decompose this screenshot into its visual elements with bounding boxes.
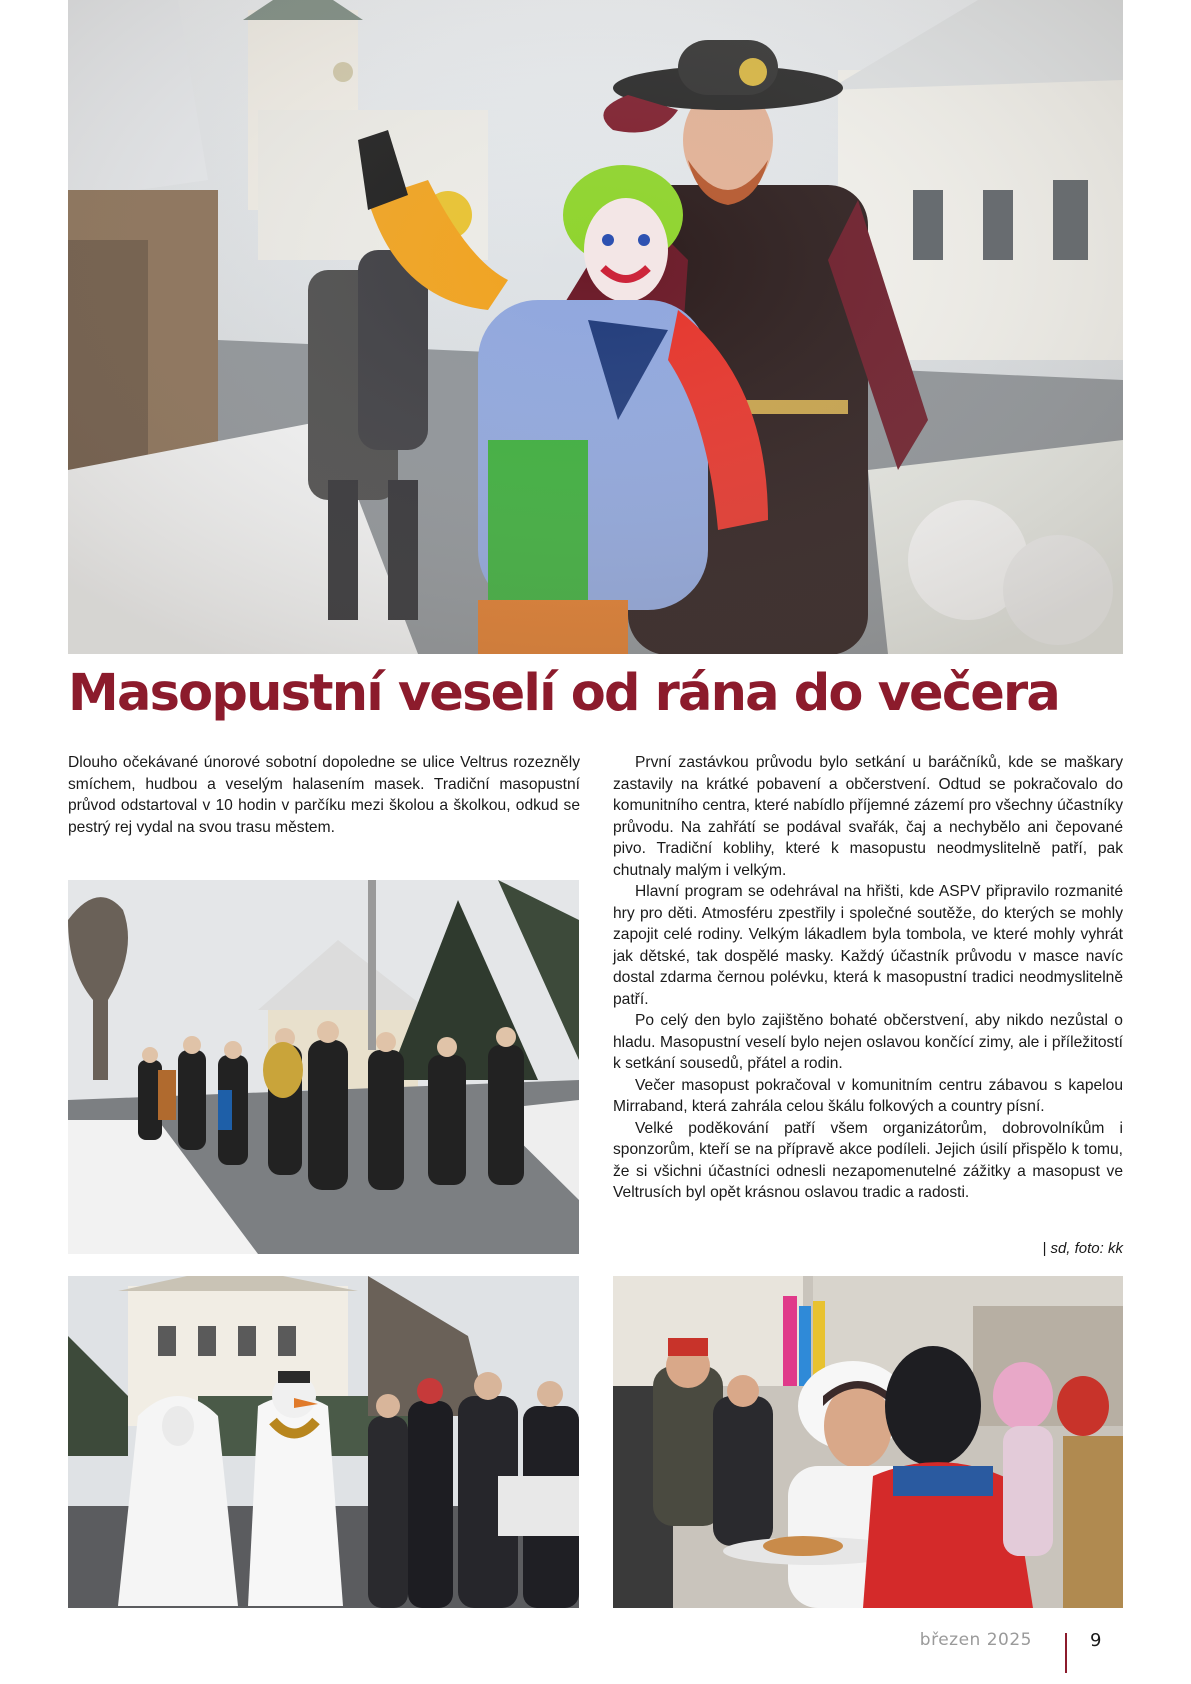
page-number: 9 — [1090, 1630, 1102, 1651]
article-body — [613, 752, 1123, 1204]
body-paragraph: Po celý den bylo zajištěno bohaté občerstvení, aby nikdo nezůstal o hladu. Masopustní veselí bylo nejen oslavou končící zimy, ale i příležitostí k setkání sousedů, přátel a rodin. — [613, 1012, 1123, 1072]
footer-divider — [1065, 1633, 1067, 1673]
procession-photo — [68, 880, 579, 1254]
refreshments-photo — [613, 1276, 1123, 1608]
body-paragraph: První zastávkou průvodu bylo setkání u baráčníků, kde se maškary zastavily na krátké pobavení a občerstvení. Odtud se pokračovalo do komunitního centra, které nabídlo příjemné zázemí pro všechny účastníky průvodu. Na zahřátí se podával svařák, čaj a nechybělo ani čepované pivo. Tradiční koblihy, které k masopustu neodmyslitelně patří, pak chutnaly malým i velkým. — [613, 754, 1123, 879]
body-paragraph: Velké poděkování patří všem organizátorům, dobrovolníkům i sponzorům, kteří se na přípravě akce podíleli. Jejich úsilí přispělo k tomu, že si všichni účastníci odnesli nezapomenutelné zážitky a masopust ve Veltrusích byl opět krásnou oslavou tradic a radosti. — [613, 1119, 1123, 1201]
issue-month: březen 2025 — [919, 1630, 1032, 1650]
hero-photo — [68, 0, 1123, 654]
body-paragraph: Hlavní program se odehrával na hřišti, kde ASPV připravilo rozmanité hry pro děti. Atmosféru zpestřily i společné soutěže, do kterých se mohly zapojit celé rodiny. Velkým lákadlem byla tombola, ve které mohly vyhrát jak dětské, tak dospělé masky. Každý účastník průvodu v masce navíc dostal zdarma černou polévku, která k masopustní tradici neodmyslitelně patří. — [613, 883, 1123, 1008]
article-headline: Masopustní veselí od rána do večera — [68, 664, 1060, 723]
photo-credit: | sd, foto: kk — [1042, 1240, 1123, 1257]
article-intro: Dlouho očekávané únorové sobotní dopoledne se ulice Veltrus rozezněly smíchem, hudbou a veselým halasením masek. Tradiční masopustní průvod odstartoval v 10 hodin v parčíku mezi školou a školkou, odkud se pestrý rej vydal na svou trasu městem. — [68, 754, 580, 836]
costumes-photo — [68, 1276, 579, 1608]
body-paragraph: Večer masopust pokračoval v komunitním centru zábavou s kapelou Mirraband, která zahrála celou škálu folkových a country písní. — [613, 1076, 1123, 1115]
